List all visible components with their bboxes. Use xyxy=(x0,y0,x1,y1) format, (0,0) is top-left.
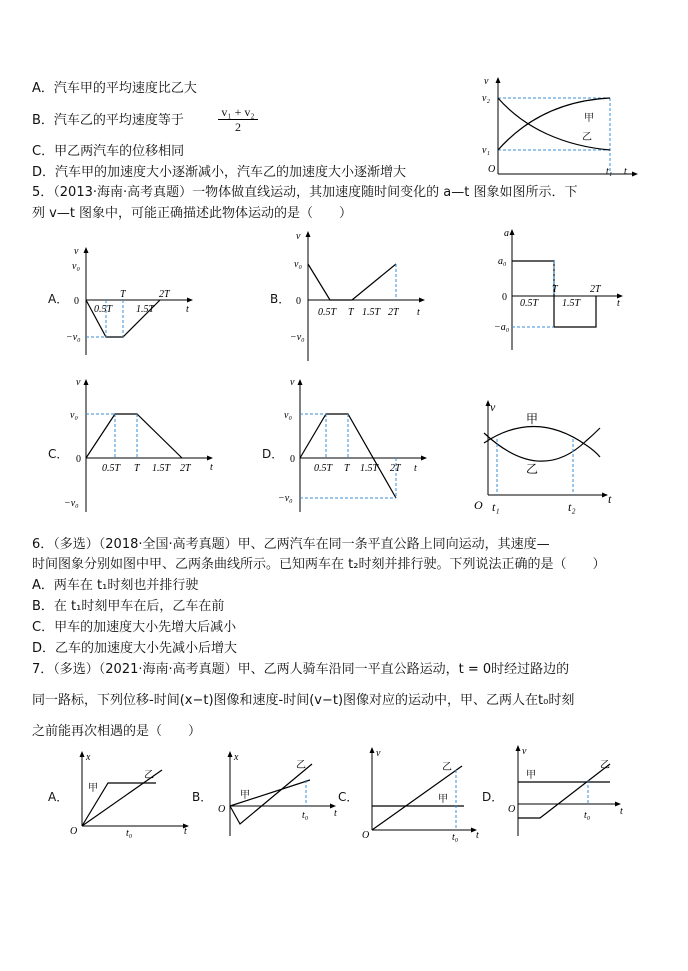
x-axis-arrow xyxy=(421,456,427,461)
q4-option-a[interactable]: A．汽车甲的平均速度比乙大 xyxy=(32,81,197,96)
axis-label-t: t xyxy=(624,166,627,177)
y-axis-arrow xyxy=(228,751,233,757)
q6-stem-line2: 时间图象分别如图中甲、乙两条曲线所示。已知两车在 t₂时刻并排行驶。下列说法正确的是（ ） xyxy=(32,557,606,572)
axis-label-v: v xyxy=(74,246,79,257)
vt-line xyxy=(86,414,182,458)
tick-1-5t: 1.5T xyxy=(360,463,379,474)
tick-zero: 0 xyxy=(76,454,81,465)
axis-label-t: t xyxy=(617,298,620,309)
curve-jia xyxy=(498,98,610,150)
tick-neg-v0: −v₀ xyxy=(66,332,81,343)
tick-1-5t: 1.5T xyxy=(136,304,155,315)
tick-half-t: 0.5T xyxy=(520,298,539,309)
y-axis-arrow xyxy=(80,751,85,757)
axis-label-t: t xyxy=(620,806,623,817)
origin-label: O xyxy=(362,830,370,841)
q4-vt-graph xyxy=(470,74,640,176)
q6-option-a[interactable]: A．两车在 t₁时刻也并排行驶 xyxy=(32,578,199,593)
q4-option-b[interactable]: B．汽车乙的平均速度等于 xyxy=(32,113,184,128)
y-axis-arrow xyxy=(516,745,521,751)
axis-label-a: a xyxy=(504,228,509,239)
tick-zero: 0 xyxy=(290,454,295,465)
tick-v0: v₀ xyxy=(284,410,292,421)
axis-label-t: t xyxy=(334,808,337,819)
q5-option-a[interactable]: A． xyxy=(48,292,69,306)
q7-option-b[interactable]: B． xyxy=(192,790,213,804)
label-yi: 乙 xyxy=(526,462,539,476)
axis-label-x: x xyxy=(86,752,91,763)
q5-graph-d[interactable] xyxy=(274,372,434,517)
tick-2t: 2T xyxy=(390,463,401,474)
tick-t0: t₀ xyxy=(126,828,133,839)
tick-v0: v₀ xyxy=(294,259,302,270)
tick-t: T xyxy=(344,463,350,474)
q5-graph-b[interactable] xyxy=(282,226,432,366)
tick-half-t: 0.5T xyxy=(314,463,333,474)
y-axis-arrow xyxy=(84,379,89,385)
tick-neg-a0: −a₀ xyxy=(494,322,510,333)
label-yi: 乙 xyxy=(296,760,306,771)
tick-1-5t: 1.5T xyxy=(152,463,171,474)
fraction-numerator: v₁ + v₂ xyxy=(218,105,258,120)
fraction-denominator: 2 xyxy=(235,120,241,134)
y-axis-arrow xyxy=(298,379,303,385)
y-axis-arrow xyxy=(496,77,501,83)
tick-1-5t: 1.5T xyxy=(562,298,581,309)
tick-v2: v₂ xyxy=(482,93,490,104)
q4-option-d[interactable]: D．汽车甲的加速度大小逐渐减小，汽车乙的加速度大小逐渐增大 xyxy=(32,165,407,180)
q7-graph-d[interactable] xyxy=(500,742,636,840)
tick-2t: 2T xyxy=(388,307,399,318)
q4-option-c[interactable]: C．甲乙两汽车的位移相同 xyxy=(32,144,185,159)
tick-v0: v₀ xyxy=(72,261,80,272)
q6-option-d[interactable]: D．乙车的加速度大小先减小后增大 xyxy=(32,641,238,656)
q6-vt-graph xyxy=(470,395,620,517)
q5-option-b[interactable]: B． xyxy=(270,292,291,306)
tick-2t: 2T xyxy=(180,463,191,474)
origin-label: O xyxy=(508,804,516,815)
x-axis-arrow xyxy=(632,172,638,177)
axis-label-t: t xyxy=(184,826,187,837)
q6-option-b[interactable]: B．在 t₁时刻甲车在后，乙车在前 xyxy=(32,599,225,614)
tick-half-t: 0.5T xyxy=(94,304,113,315)
axis-label-t: t xyxy=(186,304,189,315)
origin-label: O xyxy=(488,164,496,175)
tick-v1: v₁ xyxy=(482,145,490,156)
tick-t1: t₁ xyxy=(606,166,613,177)
q4-option-b-fraction xyxy=(218,105,258,134)
q5-graph-c[interactable] xyxy=(60,372,220,517)
tick-neg-v0: −v₀ xyxy=(64,498,79,509)
axis-label-t: t xyxy=(210,462,213,473)
origin-label: O xyxy=(218,804,226,815)
curve-yi xyxy=(498,98,610,150)
q7-stem-line2: 同一路标，下列位移-时间(x−t)图像和速度-时间(v−t)图像对应的运动中，甲、乙两人在t₀时刻 xyxy=(32,693,575,708)
tick-t0: t₀ xyxy=(302,810,309,821)
axis-label-t: t xyxy=(476,830,479,841)
tick-t0: t₀ xyxy=(452,832,459,843)
label-jia: 甲 xyxy=(526,770,536,781)
axis-label-v: v xyxy=(376,748,381,759)
label-jia: 甲 xyxy=(526,412,539,426)
label-yi: 乙 xyxy=(144,770,154,781)
q7-stem-line3: 之前能再次相遇的是（ ） xyxy=(32,724,202,739)
tick-zero: 0 xyxy=(296,296,301,307)
tick-t: T xyxy=(348,307,354,318)
tick-half-t: 0.5T xyxy=(102,463,121,474)
tick-a0: a₀ xyxy=(498,256,507,267)
q5-stem-line2: 列 v—t 图象中，可能正确描述此物体运动的是（ ） xyxy=(32,206,353,221)
tick-t: T xyxy=(134,463,140,474)
curve-jia xyxy=(484,426,600,457)
tick-half-t: 0.5T xyxy=(318,307,337,318)
y-axis-arrow xyxy=(84,247,89,253)
origin-label: O xyxy=(70,826,78,837)
tick-neg-v0: −v₀ xyxy=(278,493,293,504)
q5-graph-a[interactable] xyxy=(60,240,200,360)
axis-label-v: v xyxy=(290,377,295,388)
label-jia: 甲 xyxy=(88,783,98,794)
q5-option-c[interactable]: C． xyxy=(48,447,69,461)
axis-label-v: v xyxy=(490,400,496,414)
label-yi: 乙 xyxy=(582,132,592,143)
x-axis-arrow xyxy=(207,456,213,461)
tick-zero: 0 xyxy=(502,292,507,303)
label-jia: 甲 xyxy=(584,113,594,124)
q5-option-d[interactable]: D． xyxy=(262,447,284,461)
q7-option-d[interactable]: D． xyxy=(482,790,504,804)
label-jia: 甲 xyxy=(240,790,250,801)
q7-option-c[interactable]: C． xyxy=(338,790,359,804)
tick-t: T xyxy=(552,284,558,295)
vt-line xyxy=(308,264,396,300)
axis-label-t: t xyxy=(417,307,420,318)
q5-stem-line1: 5．（2013·海南·高考真题）一物体做直线运动，其加速度随时间变化的 a—t 图象如图所示．下 xyxy=(32,185,578,200)
q5-at-graph xyxy=(482,226,632,354)
tick-t0: t₀ xyxy=(584,810,591,821)
tick-zero: 0 xyxy=(74,296,79,307)
label-yi: 乙 xyxy=(600,760,610,771)
line-yi xyxy=(372,766,462,830)
q6-option-c[interactable]: C．甲车的加速度大小先增大后减小 xyxy=(32,620,237,635)
origin-label: O xyxy=(474,498,483,512)
axis-label-t: t xyxy=(608,492,612,506)
axis-label-v: v xyxy=(296,231,301,242)
axis-label-v: v xyxy=(76,377,81,388)
q6-stem-line1: 6．（多选）（2018·全国·高考真题）甲、乙两汽车在同一条平直公路上同向运动，其速度— xyxy=(32,537,550,552)
axis-label-t: t xyxy=(414,463,417,474)
y-axis-arrow xyxy=(306,231,311,237)
tick-t1: t₁ xyxy=(492,500,500,514)
x-axis-arrow xyxy=(187,298,193,303)
tick-v0: v₀ xyxy=(70,410,78,421)
tick-2t: 2T xyxy=(159,289,170,300)
tick-1-5t: 1.5T xyxy=(362,307,381,318)
q7-stem-line1: 7．（多选）（2021·海南·高考真题）甲、乙两人骑车沿同一平直公路运动，t = 0时经过路边的 xyxy=(32,662,570,677)
q7-graph-c[interactable] xyxy=(356,742,492,843)
q7-graph-a[interactable] xyxy=(64,748,194,840)
x-axis-arrow xyxy=(419,298,425,303)
q7-graph-b[interactable] xyxy=(208,748,348,844)
q7-option-a[interactable]: A． xyxy=(48,790,69,804)
tick-neg-v0: −v₀ xyxy=(290,332,305,343)
axis-label-v: v xyxy=(522,746,527,757)
label-yi: 乙 xyxy=(442,762,452,773)
tick-2t: 2T xyxy=(590,284,601,295)
axis-label-x: x xyxy=(234,752,239,763)
axis-label-v: v xyxy=(484,76,489,87)
tick-t: T xyxy=(120,289,126,300)
tick-t2: t₂ xyxy=(568,500,576,514)
label-jia: 甲 xyxy=(438,794,448,805)
y-axis-arrow xyxy=(510,229,515,235)
y-axis-arrow xyxy=(370,747,375,753)
